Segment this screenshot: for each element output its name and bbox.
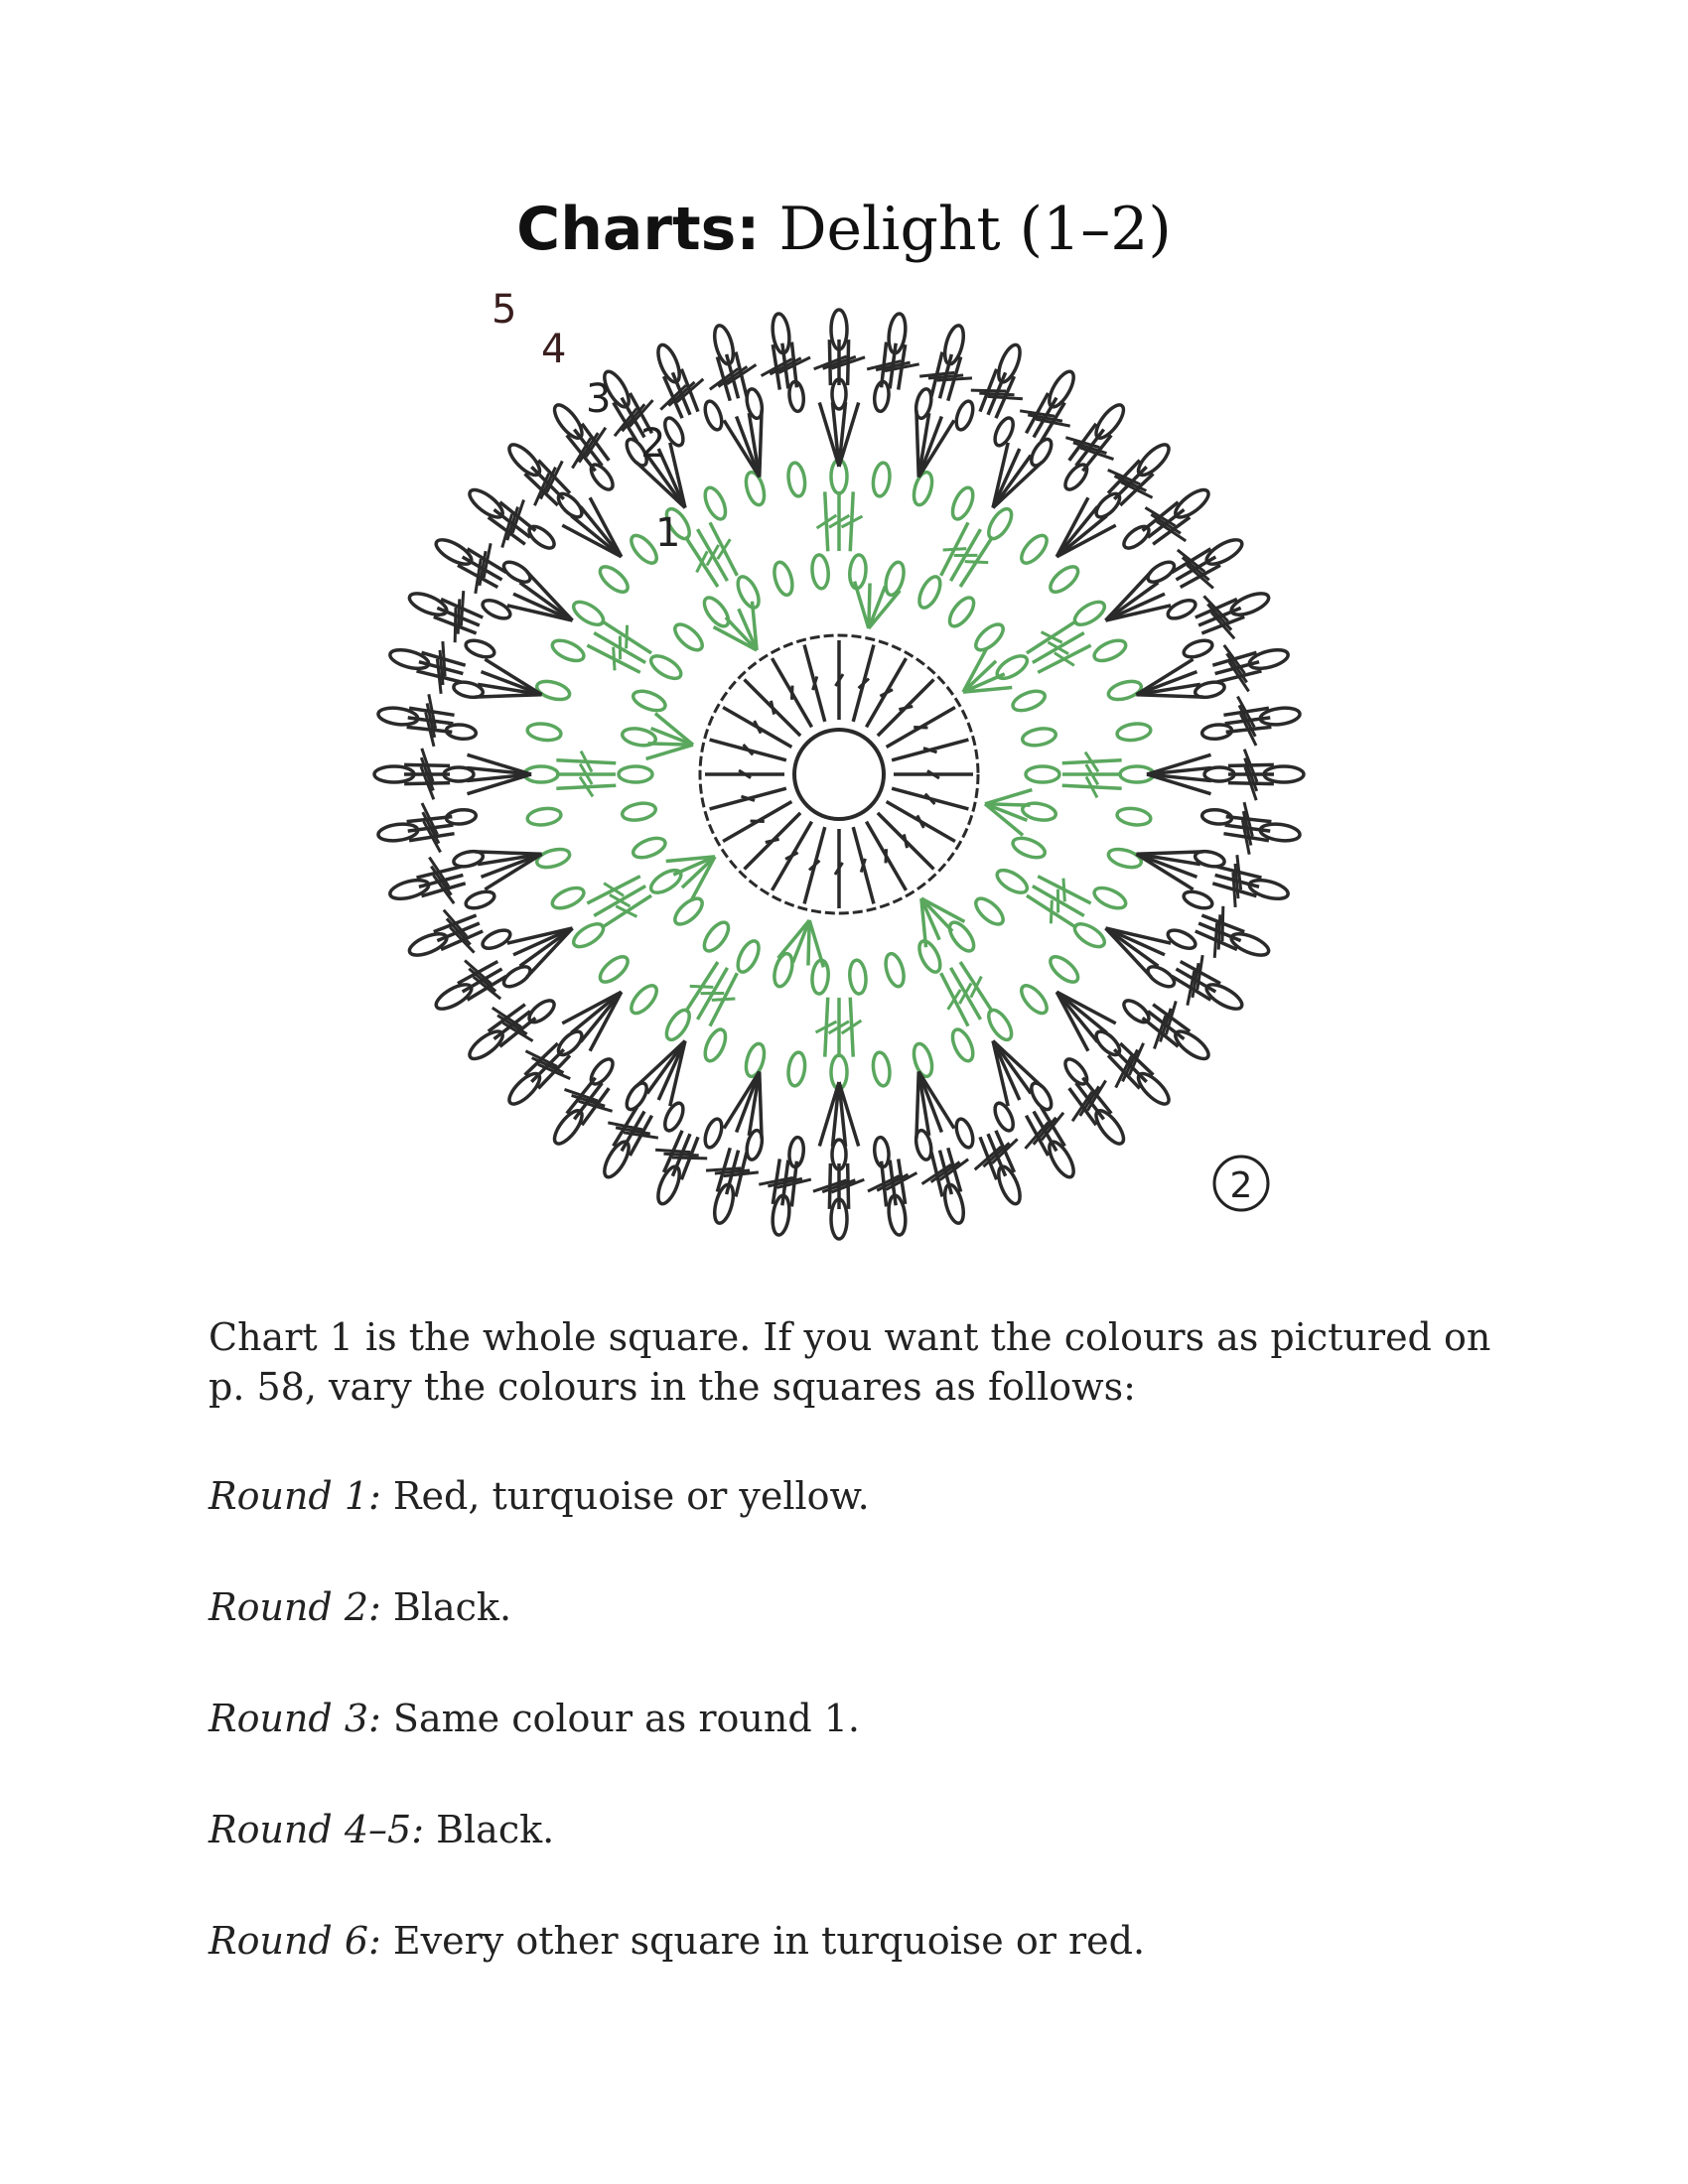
round1-stitch-bar bbox=[766, 839, 779, 842]
round5-stitch-bar bbox=[1218, 914, 1220, 949]
crochet-chart-svg bbox=[377, 287, 1311, 1251]
round2-chain bbox=[1021, 726, 1056, 748]
round4-chain bbox=[1182, 637, 1214, 660]
round2-chain bbox=[1026, 766, 1059, 782]
round3-stitch-bar bbox=[965, 562, 989, 563]
round-3-text: Same colour as round 1. bbox=[380, 1697, 860, 1740]
round-1-label: Round 1: bbox=[209, 1474, 381, 1518]
round3-stitch-bar bbox=[1063, 879, 1064, 902]
round4-cluster bbox=[1056, 516, 1107, 557]
round2-cluster bbox=[963, 661, 996, 692]
round2-chain bbox=[1010, 687, 1047, 714]
round4-chain bbox=[702, 1117, 725, 1150]
round5-chain bbox=[1228, 590, 1271, 619]
round3-chain bbox=[743, 471, 768, 507]
round4-cluster bbox=[1136, 695, 1202, 697]
center-ring bbox=[794, 730, 884, 819]
round1-stitch-bar bbox=[914, 727, 927, 728]
round5-stitch-bar bbox=[663, 1154, 698, 1156]
round-4-5-label: Round 4–5: bbox=[209, 1808, 424, 1851]
round3-chain bbox=[549, 636, 587, 665]
round5-chain bbox=[1134, 440, 1174, 479]
round2-cluster bbox=[869, 591, 901, 628]
round2-chain bbox=[734, 938, 763, 976]
round3-chain bbox=[526, 806, 562, 827]
round2-chain bbox=[883, 560, 908, 597]
round2-chain bbox=[848, 554, 867, 589]
round2-chain bbox=[811, 554, 830, 589]
round2-chain bbox=[647, 651, 684, 683]
title-strong: Charts: bbox=[516, 195, 761, 264]
round2-chain bbox=[1010, 834, 1047, 861]
round4-chain bbox=[464, 888, 496, 911]
round2-cluster bbox=[682, 857, 715, 887]
round5-stitch-bar bbox=[458, 599, 460, 633]
round1-stitch-bar bbox=[771, 701, 774, 715]
round-label-1: 1 bbox=[655, 510, 681, 556]
round4-cluster bbox=[760, 1071, 762, 1138]
round5-chain bbox=[1045, 1139, 1078, 1181]
round3-chain bbox=[911, 1041, 935, 1078]
round2-cluster bbox=[855, 582, 869, 628]
round4-cluster bbox=[1056, 506, 1097, 557]
round3-stitch-bar bbox=[712, 999, 736, 1000]
round3-chain bbox=[1106, 846, 1143, 871]
round3-chain bbox=[786, 1051, 807, 1087]
round4-chain bbox=[953, 399, 976, 432]
round3-stitch-bar bbox=[614, 647, 615, 671]
round3-chain bbox=[1047, 562, 1082, 596]
round2-chain bbox=[631, 834, 667, 861]
round3-chain bbox=[1017, 982, 1051, 1018]
round3-chain bbox=[1116, 806, 1152, 827]
round5-chain bbox=[504, 440, 544, 479]
round5-chain bbox=[654, 1163, 684, 1206]
round2-chain bbox=[848, 959, 867, 994]
round4-cluster bbox=[1136, 852, 1202, 854]
round2-chain bbox=[700, 594, 733, 630]
round-6-text: Every other square in turquoise or red. bbox=[380, 1919, 1146, 1963]
intro-paragraph: Chart 1 is the whole square. If you want the colours as pictured on p. 58, vary the colours in the squares as follows: bbox=[209, 1315, 1491, 1409]
round1-stitch-bar bbox=[751, 821, 765, 822]
round3-chain bbox=[1047, 952, 1082, 986]
round4-cluster bbox=[916, 1071, 918, 1138]
round1-stitch-bar bbox=[886, 849, 887, 863]
round-label-4: 4 bbox=[541, 327, 567, 372]
round5-chain bbox=[407, 590, 450, 619]
round2-chain bbox=[883, 952, 908, 989]
round3-stitch-bar bbox=[1051, 900, 1052, 924]
round5-stitch-bar bbox=[672, 1158, 707, 1159]
round4-chain bbox=[480, 597, 512, 622]
round-6-label: Round 6: bbox=[209, 1919, 381, 1963]
round4-cluster bbox=[571, 992, 622, 1032]
round4-cluster bbox=[916, 410, 918, 477]
round5-chain bbox=[433, 980, 476, 1014]
round3-chain bbox=[526, 722, 562, 743]
round4-cluster bbox=[571, 516, 622, 557]
round3-chain bbox=[1116, 722, 1152, 743]
round3-chain bbox=[549, 884, 587, 912]
round3-chain bbox=[984, 505, 1016, 542]
round5-stitch-bar bbox=[971, 390, 1006, 391]
round1-stitch-bar bbox=[899, 706, 913, 709]
round3-chain bbox=[701, 484, 730, 522]
round2-chain bbox=[631, 687, 667, 714]
round3-chain bbox=[743, 1041, 768, 1078]
round5-chain bbox=[388, 877, 431, 902]
round3-stitch-bar bbox=[627, 625, 628, 649]
round2-cluster bbox=[778, 920, 810, 958]
round2-cluster bbox=[985, 790, 1032, 804]
round-label-2: 2 bbox=[640, 421, 666, 467]
round3-chain bbox=[911, 471, 935, 507]
round4-cluster bbox=[581, 992, 622, 1042]
round4-cluster bbox=[760, 410, 762, 477]
round-4-5-line bbox=[209, 1805, 1499, 1854]
round3-chain bbox=[662, 1007, 694, 1043]
round4-cluster bbox=[475, 852, 541, 854]
page-title bbox=[0, 194, 1688, 265]
round4-chain bbox=[1166, 926, 1198, 952]
round4-chain bbox=[1166, 597, 1198, 622]
round-4-5-text: Black. bbox=[424, 1808, 555, 1851]
round5-chain bbox=[994, 342, 1024, 385]
round3-chain bbox=[535, 846, 572, 871]
round3-chain bbox=[1091, 636, 1129, 665]
round4-chain bbox=[953, 1117, 976, 1150]
round2-cluster bbox=[646, 745, 693, 758]
round2-chain bbox=[945, 594, 978, 630]
round2-chain bbox=[811, 959, 830, 994]
round3-chain bbox=[570, 598, 607, 629]
round5-stitch-bar bbox=[455, 608, 456, 642]
round3-stitch-bar bbox=[943, 549, 967, 550]
round4-chain bbox=[661, 1101, 687, 1134]
round-3-label: Round 3: bbox=[209, 1697, 381, 1740]
round3-chain bbox=[627, 982, 660, 1018]
round2-chain bbox=[772, 952, 796, 989]
round2-cluster bbox=[985, 804, 1023, 836]
round4-chain bbox=[464, 637, 496, 660]
round5-chain bbox=[941, 1182, 967, 1225]
round3-stitch-bar bbox=[690, 986, 714, 987]
round2-cluster bbox=[809, 920, 823, 967]
round2-chain bbox=[915, 574, 944, 612]
round4-chain bbox=[991, 415, 1017, 448]
round4-chain bbox=[991, 1101, 1017, 1134]
round4-cluster bbox=[1056, 992, 1107, 1032]
round4-chain bbox=[480, 926, 512, 952]
title-rest: Delight (1–2) bbox=[760, 195, 1172, 264]
round3-chain bbox=[570, 919, 607, 951]
round4-cluster bbox=[1056, 992, 1097, 1042]
round3-chain bbox=[596, 952, 632, 986]
round2-chain bbox=[700, 918, 733, 955]
round5-chain bbox=[711, 1182, 737, 1225]
round5-chain bbox=[654, 342, 684, 385]
round3-chain bbox=[701, 1026, 730, 1064]
round5-chain bbox=[1134, 1069, 1174, 1109]
round4-cluster bbox=[581, 506, 622, 557]
round3-chain bbox=[948, 1026, 977, 1064]
round5-chain bbox=[388, 646, 431, 672]
round-6-line bbox=[209, 1916, 1499, 1966]
round5-chain bbox=[994, 1163, 1024, 1206]
round5-chain bbox=[1228, 929, 1271, 959]
round3-chain bbox=[1091, 884, 1129, 912]
round5-stitch-bar bbox=[1222, 906, 1223, 941]
round3-chain bbox=[1071, 919, 1108, 951]
round2-cluster bbox=[655, 714, 693, 746]
round3-chain bbox=[1071, 598, 1108, 629]
round5-chain bbox=[1247, 646, 1290, 672]
round4-cluster bbox=[475, 695, 541, 697]
round5-stitch-bar bbox=[979, 393, 1014, 395]
round3-chain bbox=[596, 562, 632, 596]
round-2-text: Black. bbox=[380, 1585, 512, 1629]
round-2-label: Round 2: bbox=[209, 1585, 381, 1629]
round5-chain bbox=[1247, 877, 1290, 902]
round3-chain bbox=[1106, 678, 1143, 703]
round2-chain bbox=[945, 918, 978, 955]
round2-chain bbox=[671, 894, 707, 929]
round2-chain bbox=[621, 801, 656, 823]
round-1-line bbox=[209, 1471, 1499, 1521]
round5-chain bbox=[433, 535, 476, 569]
round2-chain bbox=[619, 766, 652, 782]
round5-chain bbox=[407, 929, 450, 959]
round3-chain bbox=[871, 1051, 892, 1087]
round5-chain bbox=[600, 1139, 633, 1181]
round5-chain bbox=[711, 324, 737, 366]
round3-chain bbox=[984, 1007, 1016, 1043]
round-1-text: Red, turquoise or yellow. bbox=[380, 1474, 870, 1518]
round-label-5: 5 bbox=[492, 287, 517, 333]
round2-cluster bbox=[921, 898, 952, 931]
round1-stitch-bar bbox=[791, 686, 792, 700]
round5-chain bbox=[1045, 368, 1078, 411]
round2-chain bbox=[972, 620, 1008, 655]
round2-cluster bbox=[726, 617, 757, 650]
round5-chain bbox=[1203, 980, 1246, 1014]
round4-chain bbox=[702, 399, 725, 432]
round5-chain bbox=[1203, 535, 1246, 569]
round2-chain bbox=[734, 574, 763, 612]
round-label-3: 3 bbox=[586, 376, 612, 422]
round5-chain bbox=[504, 1069, 544, 1109]
round2-chain bbox=[972, 894, 1008, 929]
round3-chain bbox=[535, 678, 572, 703]
round3-chain bbox=[871, 462, 892, 497]
round3-chain bbox=[948, 484, 977, 522]
round-3-line bbox=[209, 1694, 1499, 1743]
chart-number-badge-text: 2 bbox=[1229, 1165, 1253, 1206]
round-2-line bbox=[209, 1582, 1499, 1632]
round3-chain bbox=[786, 462, 807, 497]
round2-chain bbox=[772, 560, 796, 597]
round3-chain bbox=[1017, 531, 1051, 567]
round2-chain bbox=[994, 866, 1031, 897]
round2-chain bbox=[671, 620, 707, 655]
round4-chain bbox=[1182, 888, 1214, 911]
round2-chain bbox=[915, 938, 944, 976]
crochet-chart bbox=[377, 287, 1311, 1251]
round5-chain bbox=[941, 324, 967, 366]
round1-stitch-bar bbox=[904, 834, 907, 848]
